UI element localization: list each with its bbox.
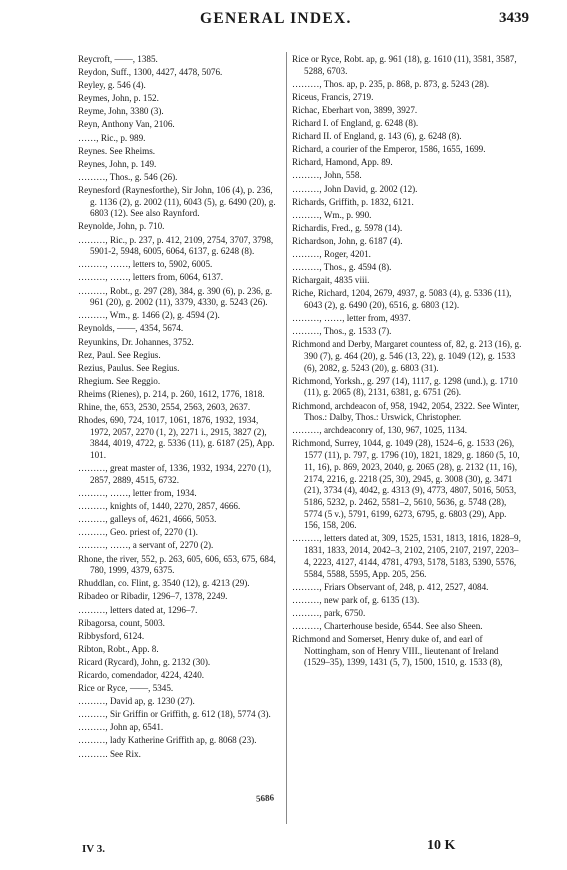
index-entry: ………, park, 6750. — [292, 607, 366, 618]
index-entry: Reynesford (Raynesforthe), Sir John, 106 (4), p. 236, g. 1136 (2), g. 2002 (11), 6043 (5), g. 6490 (20), g. 6803 (12). See also Raynford. — [78, 184, 278, 219]
index-entry: Richargait, 4835 viii. — [292, 275, 370, 286]
index-entry: ………, letters dated at, 309, 1525, 1531, 1813, 1816, 1828–9, 1831, 1833, 2014, 2042–3, 2102, 2105, 2107, 2197, 2203–4, 2223, 4127, 4144, 4781, 4793, 5178, 5183, 5390, 5576, 5584, 5588, 5595, App. 205, 256. — [292, 533, 524, 579]
index-entry: ………, letters dated at, 1296–7. — [78, 604, 198, 615]
index-entry: Ribagorsa, count, 5003. — [78, 617, 165, 628]
index-entry: Rice or Ryce, ——, 5345. — [78, 683, 174, 694]
index-entry: ………, Thos. ap, p. 235, p. 868, p. 873, g. 5243 (28). — [292, 78, 490, 89]
index-entry: Riceus, Francis, 2719. — [292, 91, 374, 102]
index-entry: ………, knights of, 1440, 2270, 2857, 4666. — [78, 501, 241, 512]
index-entry: ………, ……, a servant of, 2270 (2). — [78, 540, 214, 551]
index-entry: Reydon, Suff., 1300, 4427, 4478, 5076. — [78, 67, 223, 78]
signature-mark: 10 K — [427, 838, 456, 853]
index-entry: Richard II. of England, g. 143 (6), g. 6248 (8). — [292, 131, 462, 142]
index-entry: ………, Thos., g. 4594 (8). — [292, 262, 392, 273]
index-entry: Richmond, Surrey, 1044, g. 1049 (28), 1524–6, g. 1533 (26), 1577 (11), p. 797, g. 1796 (10), 1821, 1829, g. 1860 (5, 10, 11, 16), p. 869, 2023, 2040, g. 2065 (28), g. 2132 (11, 16), 2174, 2216, g. 2218 (25, 30), 2945, g. 3008 (30), g. 3471 (21), 3734 (4), 4042, g. 4313 (9), 4773, 4807, 5016, 5053, 5186, 5232, p. 2462, 5581–2, 5610, 5636, g. 5748 (28), 5774 (5 v.), 5791, 6199, 6273, 6795, g. 6803 (29), App. 156, 158, 206. — [292, 438, 522, 531]
index-entry: ………, Robt., g. 297 (28), 384, g. 390 (6), p. 236, g. 961 (20), g. 2002 (11), 3379, 4330, g. 5243 (26). — [78, 285, 275, 308]
index-entry: ………, John, 558. — [292, 170, 362, 181]
index-entry: ………, Wm., p. 990. — [292, 209, 372, 220]
index-entry: Rezius, Paulus. See Regius. — [78, 362, 180, 373]
index-entry: ………, lady Katherine Griffith ap, g. 8068 (23). — [78, 735, 257, 746]
index-entry: ………, Friars Observant of, 248, p. 412, 2527, 4084. — [292, 581, 489, 592]
index-entry: ………, Charterhouse beside, 6544. See also Sheen. — [292, 620, 483, 631]
column-divider — [286, 52, 287, 824]
index-entry: Reynes, John, p. 149. — [78, 158, 157, 169]
index-entry: Rhegium. See Reggio. — [78, 375, 161, 386]
index-entry: Richard I. of England, g. 6248 (8). — [292, 118, 419, 129]
index-entry: Rheims (Rienes), p. 214, p. 260, 1612, 1776, 1818. — [78, 388, 265, 399]
index-entry: Ribbysford, 6124. — [78, 630, 145, 641]
index-entry: Reyme, John, 3380 (3). — [78, 106, 164, 117]
index-entry: Richmond and Derby, Margaret countess of, 82, g. 213 (16), g. 390 (7), g. 464 (20), g. 546 (13, 22), g. 1049 (12), g. 1533 (6), 2082, g. 5243 (20), g. 6803 (31). — [292, 339, 524, 373]
index-entry: ………, John David, g. 2002 (12). — [292, 183, 418, 194]
page-number: 3439 — [499, 10, 529, 26]
running-head — [0, 10, 567, 30]
index-entry: Reynes. See Rheims. — [78, 145, 156, 156]
index-entry: ………, David ap, g. 1230 (27). — [78, 696, 195, 707]
index-entry: Reycroft, ——, 1385. — [78, 54, 158, 64]
index-entry: ………, archdeaconry of, 130, 967, 1025, 1134. — [292, 425, 468, 436]
index-entry: Reymes, John, p. 152. — [78, 93, 159, 104]
index-entry: Rhuddlan, co. Flint, g. 3540 (12), g. 4213 (29). — [78, 578, 250, 589]
index-entry: ………, ……, letter from, 4937. — [292, 313, 411, 324]
index-entry: ………, new park of, g. 6135 (13). — [292, 594, 420, 605]
index-entry: Richard, Hamond, App. 89. — [292, 157, 393, 168]
index-entry: Rez, Paul. See Regius. — [78, 349, 161, 360]
index-entry: Reyley, g. 546 (4). — [78, 80, 146, 91]
index-entry: ………, ……, letter from, 1934. — [78, 488, 197, 499]
index-entry: Ricard (Rycard), John, g. 2132 (30). — [78, 656, 211, 667]
index-entry: Richmond and Somerset, Henry duke of, and earl of Nottingham, son of Henry VIII., lieutenant of Ireland (1529–35), 1399, 1431 (5, 7), 1500, 1510, g. 1533 (8), — [292, 634, 503, 668]
index-entry: Richard, a courier of the Emperor, 1586, 1655, 1699. — [292, 144, 486, 155]
index-entry: ………, John ap, 6541. — [78, 722, 164, 733]
index-entry: ………. See Rix. — [78, 748, 141, 759]
index-column-left — [78, 54, 280, 762]
index-entry: ………, ……, letters from, 6064, 6137. — [78, 272, 223, 283]
index-entry: ………, Thos., g. 546 (26). — [78, 171, 178, 182]
index-entry: Reyn, Anthony Van, 2106. — [78, 119, 175, 130]
index-entry: Ribton, Robt., App. 8. — [78, 643, 159, 654]
index-entry: Reynolds, ——, 4354, 5674. — [78, 323, 184, 334]
index-entry: Rhine, the, 653, 2530, 2554, 2563, 2603, 2637. — [78, 401, 251, 412]
index-entry: ………, Wm., g. 1466 (2), g. 4594 (2). — [78, 310, 220, 321]
index-entry: ………, Geo. priest of, 2270 (1). — [78, 527, 198, 538]
index-entry: Rhone, the river, 552, p. 263, 605, 606, 653, 675, 684, 780, 1999, 4379, 6375. — [78, 553, 279, 576]
index-entry: ………, Roger, 4201. — [292, 249, 371, 260]
index-entry: Rice or Ryce, Robt. ap, g. 961 (18), g. 1610 (11), 3581, 3587, 5288, 6703. — [292, 54, 519, 76]
index-entry: ………, Sir Griffin or Griffith, g. 612 (18), 5774 (3). — [78, 709, 271, 720]
index-entry: ………, Thos., g. 1533 (7). — [292, 326, 392, 337]
index-entry: Richac, Eberhart von, 3899, 3927. — [292, 104, 418, 115]
page-title: GENERAL INDEX. — [200, 10, 352, 27]
index-column-right — [292, 54, 522, 671]
index-entry: Richmond, Yorksh., g. 297 (14), 1117, g. 1298 (und.), g. 1710 (11), g. 2065 (8), 2131, 6381, g. 6751 (26). — [292, 375, 520, 398]
index-entry: Richardson, John, g. 6187 (4). — [292, 235, 403, 246]
index-entry: ………, ……, letters to, 5902, 6005. — [78, 259, 213, 270]
index-entry: Richardis, Fred., g. 5978 (14). — [292, 222, 403, 233]
index-entry: Rhodes, 690, 724, 1017, 1061, 1876, 1932, 1934, 1972, 2057, 2270 (1, 2), 2271 i., 2915, 3827 (2), 3844, 4019, 4722, g. 5336 (11), g. 6187 (25), App. 101. — [78, 415, 277, 461]
index-entry: Reyunkins, Dr. Johannes, 3752. — [78, 336, 194, 347]
index-entry: ……, Ric., p. 989. — [78, 132, 146, 143]
index-entry: ………, Ric., p. 237, p. 412, 2109, 2754, 3707, 3798, 5901-2, 5948, 6005, 6064, 6137, g. 6248 (8). — [78, 234, 276, 257]
handwritten-correction: 5686 — [255, 792, 275, 804]
index-entry: Ribadeo or Ribadir, 1296–7, 1378, 2249. — [78, 591, 228, 602]
index-entry: Richmond, archdeacon of, 958, 1942, 2054, 2322. See Winter, Thos.: Dalby, Thos.: Urswick, Christopher. — [292, 400, 522, 423]
index-entry: Riche, Richard, 1204, 2679, 4937, g. 5083 (4), g. 5336 (11), 6043 (2), g. 6490 (20), 6516, g. 6803 (12). — [292, 288, 514, 310]
index-entry: Ricardo, comendador, 4224, 4240. — [78, 669, 205, 680]
volume-mark: IV 3. — [82, 843, 106, 855]
index-entry: ………, great master of, 1336, 1932, 1934, 2270 (1), 2857, 2889, 4515, 6732. — [78, 463, 274, 485]
index-entry: ………, galleys of, 4621, 4666, 5053. — [78, 514, 217, 525]
index-entry: Richards, Griffith, p. 1832, 6121. — [292, 196, 414, 207]
index-entry: Reynolde, John, p. 710. — [78, 221, 165, 232]
